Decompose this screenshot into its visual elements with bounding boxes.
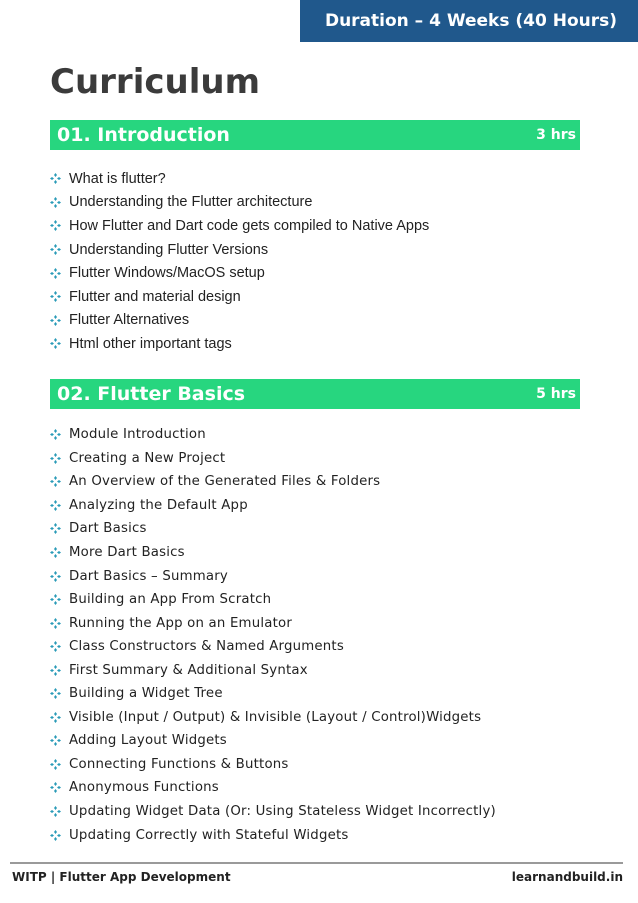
diamond-bullet-icon [50, 830, 61, 841]
topic-text: Building an App From Scratch [69, 592, 272, 608]
diamond-bullet-icon [50, 594, 61, 605]
topic-text: Connecting Functions & Buttons [69, 756, 289, 772]
topic-text: Adding Layout Widgets [69, 733, 227, 749]
list-item [50, 541, 496, 565]
diamond-bullet-icon [50, 476, 61, 487]
diamond-bullet-icon [50, 244, 61, 255]
list-item [50, 447, 496, 471]
topic-text: Flutter Windows/MacOS setup [69, 265, 265, 282]
list-item [50, 285, 429, 309]
topic-text: What is flutter? [69, 170, 166, 187]
topic-text: Flutter and material design [69, 288, 241, 305]
topic-text: Creating a New Project [69, 450, 226, 466]
diamond-bullet-icon [50, 453, 61, 464]
list-item [50, 753, 496, 777]
diamond-bullet-icon [50, 547, 61, 558]
diamond-bullet-icon [50, 197, 61, 208]
topic-text: Visible (Input / Output) & Invisible (Layout / Control)Widgets [69, 709, 482, 725]
diamond-bullet-icon [50, 338, 61, 349]
list-item [50, 191, 429, 215]
section-header-introduction [50, 120, 580, 150]
topic-text: More Dart Basics [69, 545, 185, 560]
list-item [50, 309, 429, 333]
diamond-bullet-icon [50, 806, 61, 817]
topic-text: Building a Widget Tree [69, 686, 223, 702]
list-item [50, 823, 496, 847]
topic-text: First Summary & Additional Syntax [69, 662, 308, 678]
page-title: Curriculum [50, 62, 260, 102]
list-item [50, 776, 496, 800]
section-title: 01. Introduction [57, 124, 230, 146]
list-item [50, 658, 496, 682]
list-item [50, 261, 429, 285]
list-item [50, 494, 496, 518]
topic-text: Html other important tags [69, 335, 232, 352]
section-hours: 3 hrs [536, 127, 576, 143]
diamond-bullet-icon [50, 712, 61, 723]
topic-text: Updating Widget Data (Or: Using Stateless Widget Incorrectly) [69, 804, 496, 820]
list-item [50, 423, 496, 447]
list-item [50, 800, 496, 824]
diamond-bullet-icon [50, 173, 61, 184]
list-item [50, 517, 496, 541]
section-hours: 5 hrs [536, 386, 576, 402]
topic-text: Module Introduction [69, 427, 206, 443]
diamond-bullet-icon [50, 665, 61, 676]
topic-text: Running the App on an Emulator [69, 615, 292, 631]
diamond-bullet-icon [50, 782, 61, 793]
list-item [50, 332, 429, 356]
topic-text: How Flutter and Dart code gets compiled to Native Apps [69, 217, 430, 234]
diamond-bullet-icon [50, 315, 61, 326]
diamond-bullet-icon [50, 735, 61, 746]
topic-text: Anonymous Functions [69, 780, 219, 796]
topic-text: Dart Basics – Summary [69, 568, 228, 584]
flutter-basics-topic-list [50, 423, 496, 847]
section-title: 02. Flutter Basics [57, 383, 246, 405]
footer-course-label: WITP | Flutter App Development [12, 870, 231, 884]
diamond-bullet-icon [50, 688, 61, 699]
list-item [50, 706, 496, 730]
section-header-flutter-basics [50, 379, 580, 409]
topic-text: Understanding Flutter Versions [69, 241, 269, 258]
diamond-bullet-icon [50, 220, 61, 231]
list-item [50, 635, 496, 659]
footer-website: learnandbuild.in [511, 870, 623, 884]
list-item [50, 588, 496, 612]
introduction-topic-list [50, 167, 429, 356]
list-item [50, 214, 429, 238]
topic-text: Class Constructors & Named Arguments [69, 639, 344, 655]
list-item [50, 167, 429, 191]
topic-text: Analyzing the Default App [69, 497, 248, 513]
footer-divider [10, 862, 623, 864]
topic-text: An Overview of the Generated Files & Folders [69, 474, 381, 490]
list-item [50, 470, 496, 494]
topic-text: Updating Correctly with Stateful Widgets [69, 827, 349, 843]
list-item [50, 729, 496, 753]
list-item [50, 238, 429, 262]
diamond-bullet-icon [50, 571, 61, 582]
topic-text: Dart Basics [69, 521, 147, 537]
diamond-bullet-icon [50, 641, 61, 652]
list-item [50, 564, 496, 588]
topic-text: Understanding the Flutter architecture [69, 194, 313, 211]
diamond-bullet-icon [50, 759, 61, 770]
list-item [50, 682, 496, 706]
duration-banner: Duration – 4 Weeks (40 Hours) [300, 0, 638, 42]
diamond-bullet-icon [50, 268, 61, 279]
diamond-bullet-icon [50, 429, 61, 440]
diamond-bullet-icon [50, 291, 61, 302]
list-item [50, 611, 496, 635]
diamond-bullet-icon [50, 523, 61, 534]
diamond-bullet-icon [50, 618, 61, 629]
topic-text: Flutter Alternatives [69, 312, 190, 329]
diamond-bullet-icon [50, 500, 61, 511]
